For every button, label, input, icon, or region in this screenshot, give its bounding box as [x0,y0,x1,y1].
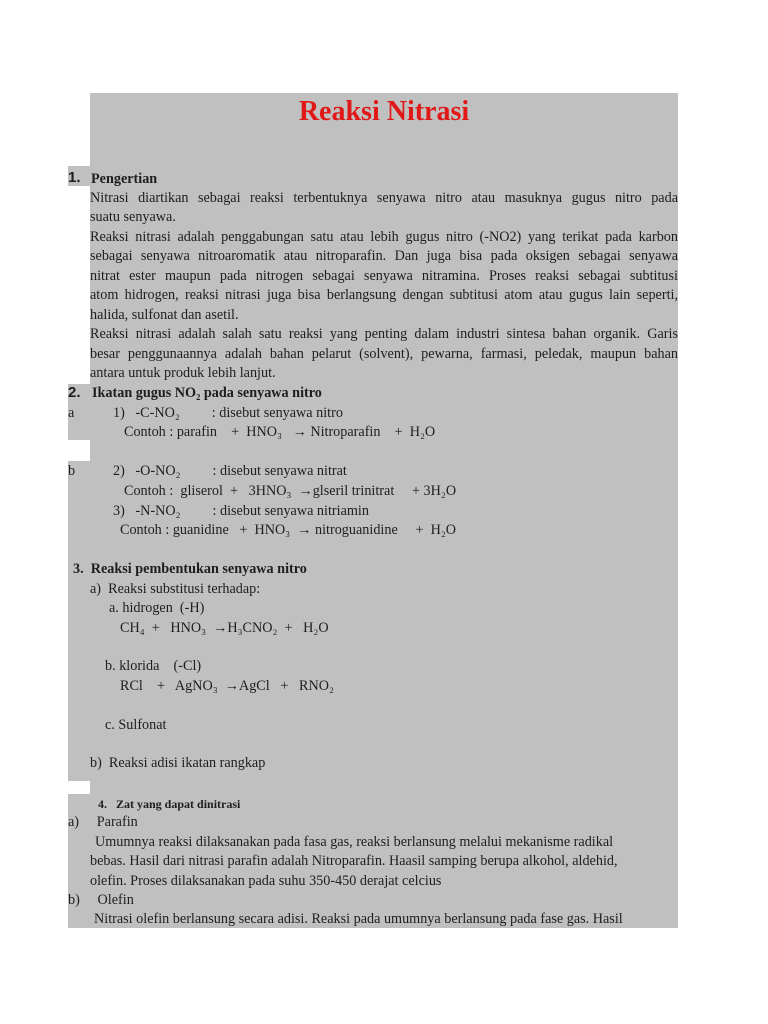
list-marker: a [68,405,75,421]
paragraph-line: suatu senyawa. [90,209,176,225]
paragraph-line: Nitrasi olefin berlansung secara adisi. Reaksi pada umumnya berlansung pada fase gas. Hasil [94,911,623,927]
paragraph-line: Nitrasi diartikan sebagai reaksi terbentuknya senyawa nitro atau masuknya gugus nitro pada [90,190,678,206]
list-item: b. klorida (-Cl) [105,658,202,674]
paragraph-line: nitrat ester maupun pada nitrogen sebagai senyawa nitramina. Proses reaksi sebagai subtitusi [90,268,678,284]
paragraph-line: Reaksi nitrasi adalah salah satu reaksi yang penting dalam industri sintesa bahan organik. Garis [90,326,678,342]
list-item: a. hidrogen (-H) [109,600,205,616]
equation: Contoh : guanidine + HNO₃ → nitroguanidine + H₂O [120,522,457,538]
section-heading: 3. Reaksi pembentukan senyawa nitro [73,561,307,577]
list-item: b) Olefin [68,892,134,908]
document-title: Reaksi Nitrasi [298,96,470,127]
section-heading: Pengertian [91,171,158,187]
paragraph-line: sebagai senyawa nitroaromatik atau nitroparafin. Dan juga bisa pada oksigen sebagai senyawa [90,248,678,264]
paragraph-line: halida, sulfonat dan asetil. [90,307,239,323]
section-heading: 4. Zat yang dapat dinitrasi [98,797,241,811]
list-item: a) Parafin [68,814,138,830]
list-item: b) Reaksi adisi ikatan rangkap [90,755,266,771]
list-marker: b [68,463,76,479]
equation: Contoh : gliserol + 3HNO₃ →glseril trinitrat + 3H₂O [124,483,457,499]
paragraph-line: olefin. Proses dilaksanakan pada suhu 350-450 derajat celcius [90,873,442,889]
paragraph-line: bebas. Hasil dari nitrasi parafin adalah Nitroparafin. Haasil samping berupa alkohol, aldehid, [90,853,618,869]
list-item: a) Reaksi substitusi terhadap: [90,581,261,597]
paragraph-line: Umumnya reaksi dilaksanakan pada fasa gas, reaksi berlansung melalui mekanisme radikal [95,834,614,850]
list-item: 2) -O-NO₂ : disebut senyawa nitrat [113,463,347,479]
paragraph-line: atom hidrogen, reaksi nitrasi juga bisa berlangsung dengan subtitusi atom atau gugus lain seperti, [90,287,678,303]
paragraph-line: Reaksi nitrasi adalah penggabungan satu atau lebih gugus nitro (-NO2) yang terikat pada karbon [90,229,678,245]
paragraph-line: besar penggunaannya adalah bahan pelarut (solvent), pewarna, farmasi, peledak, maupun bahan [90,346,678,362]
equation: CH₄ + HNO₃ →H₃CNO₂ + H₂O [120,620,329,636]
section-heading: Ikatan gugus NO₂ pada senyawa nitro [92,385,322,401]
paragraph-line: antara untuk produk lebih lanjut. [90,365,276,381]
equation: RCl + AgNO₃ →AgCl + RNO₂ [120,678,334,694]
list-item: 3) -N-NO₂ : disebut senyawa nitriamin [113,503,369,519]
section-number: 2. [68,384,81,401]
gray-background [68,461,90,781]
list-item: c. Sulfonat [105,717,167,733]
equation: Contoh : parafin + HNO₃ → Nitroparafin + H₂O [124,424,436,440]
list-item: 1) -C-NO₂ : disebut senyawa nitro [113,405,343,421]
section-number: 1. [68,169,81,186]
